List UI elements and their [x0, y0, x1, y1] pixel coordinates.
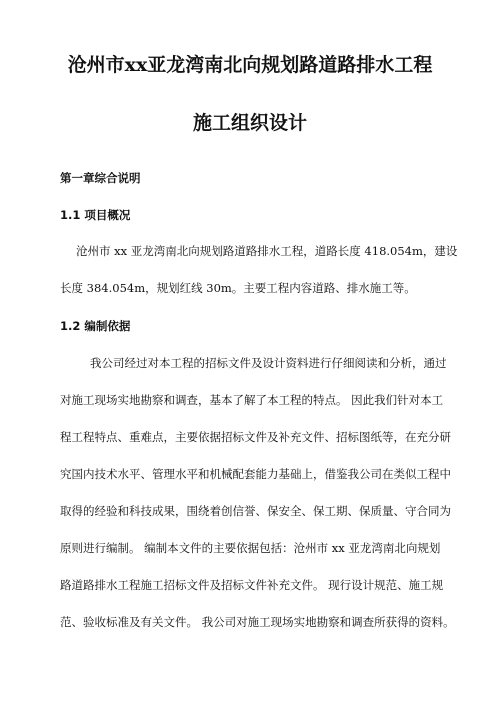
- paragraph-line: 范、验收标准及有关文件。 我公司对施工现场实地勘察和调查所获得的资料。: [60, 615, 455, 629]
- paragraph-line: 我公司经过对本工程的招标文件及设计资料进行仔细阅读和分析，通过: [90, 356, 447, 370]
- paragraph-line: 路道路排水工程施工招标文件及招标文件补充文件。 现行设计规范、施工规: [60, 578, 444, 592]
- document-title-line2: 施工组织设计: [192, 112, 307, 134]
- paragraph-line: 程工程特点、重难点，主要依据招标文件及补充文件、招标图纸等，在充分研: [60, 430, 451, 444]
- paragraph-line: 长度 384.054m，规划红线 30m。主要工程内容道路、排水施工等。: [60, 281, 416, 295]
- section-heading-1-1: 1.1 项目概况: [60, 208, 131, 222]
- paragraph-line: 取得的经验和科技成果，围绕着创信誉、保安全、保工期、保质量、守合同为: [60, 504, 451, 518]
- paragraph-line: 原则进行编制。 编制本文件的主要依据包括：沧州市 xx 亚龙湾南北向规划: [60, 541, 441, 555]
- paragraph-line: 究国内技术水平、管理水平和机械配套能力基础上，借鉴我公司在类似工程中: [60, 467, 451, 481]
- paragraph-line: 沧州市 xx 亚龙湾南北向规划路道路排水工程，道路长度 418.054m，建设: [76, 244, 458, 258]
- section-heading-1-2: 1.2 编制依据: [60, 319, 131, 333]
- document-title-line1: 沧州市xx亚龙湾南北向规划路道路排水工程: [67, 54, 433, 76]
- paragraph-line: 对施工现场实地勘察和调查，基本了解了本工程的特点。 因此我们针对本工: [60, 393, 444, 407]
- chapter-heading: 第一章综合说明: [60, 171, 141, 185]
